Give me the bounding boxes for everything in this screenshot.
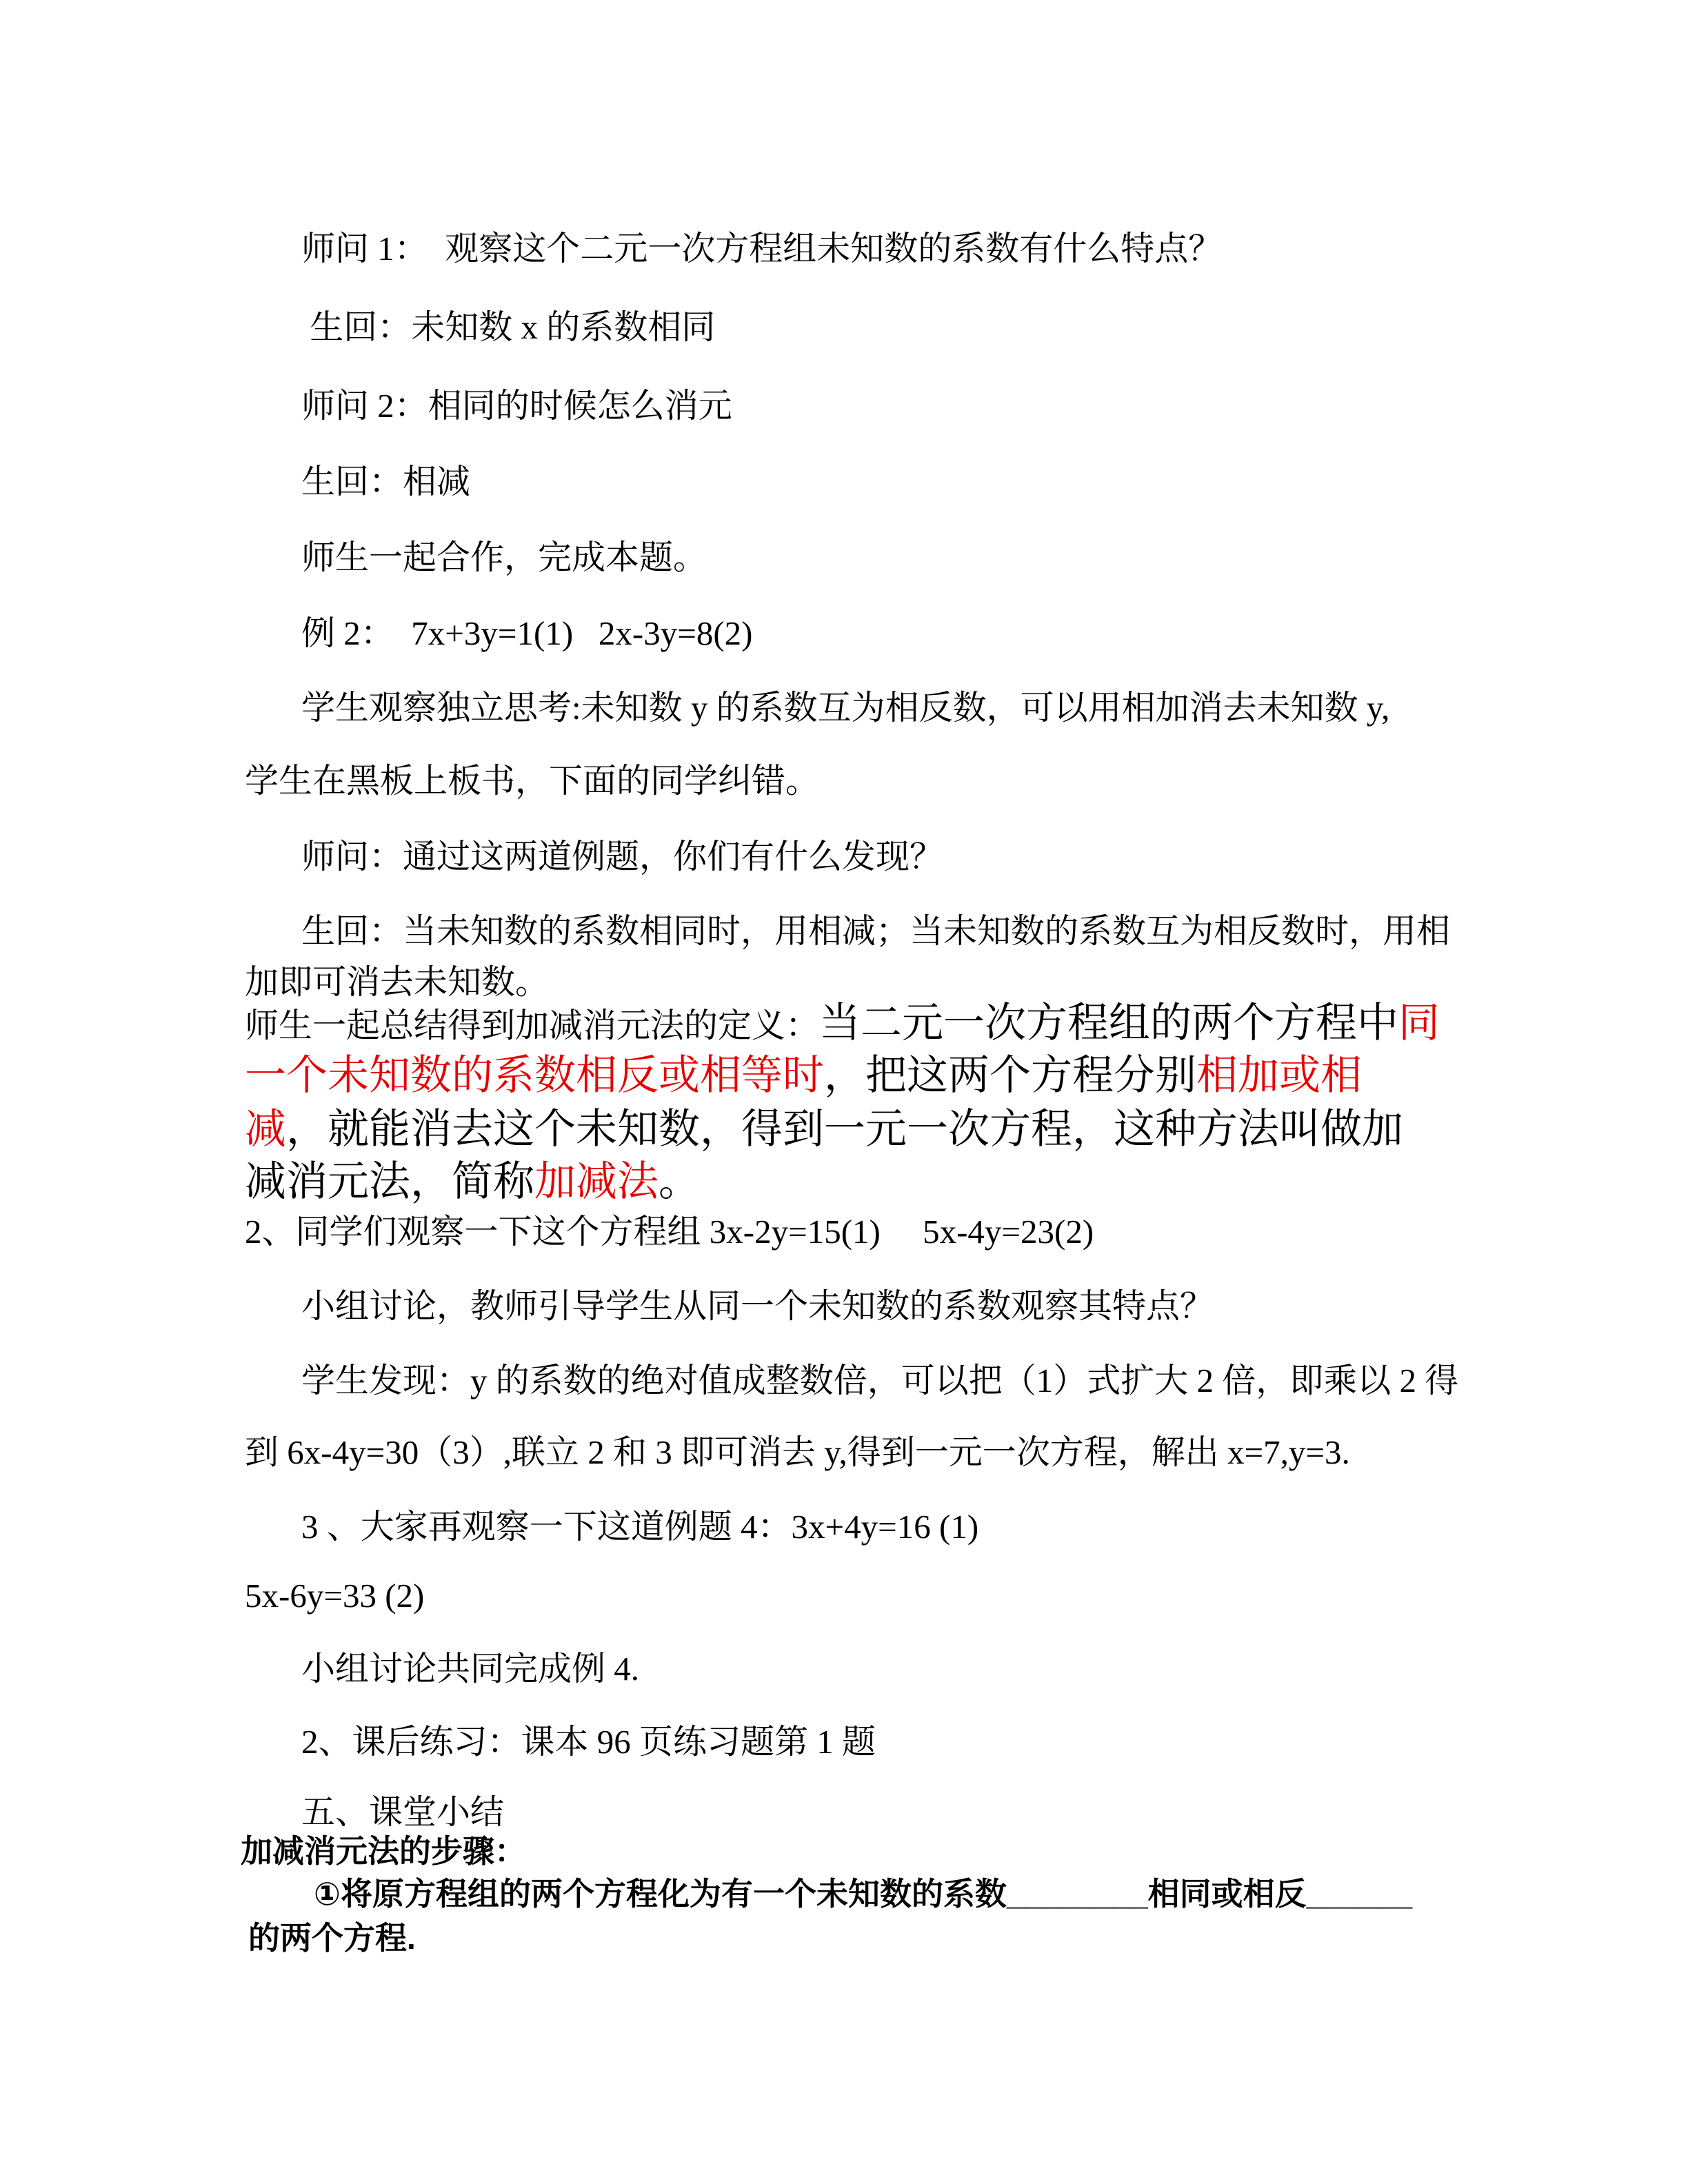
student-answer-1: 生回：未知数 x 的系数相同	[301, 308, 716, 346]
example-2-equations: 例 2： 7x+3y=1(1) 2x-3y=8(2)	[301, 614, 753, 652]
definition-l3-black: ，就能消去这个未知数，得到一元一次方程，这种方法叫做加	[286, 1106, 1403, 1152]
definition-l2-red: 一个未知数的系数相反或相等时	[245, 1053, 824, 1098]
definition-l1-red: 同	[1398, 1000, 1440, 1046]
definition-line-1	[245, 1001, 1440, 1046]
student-board: 学生在黑板上板书，下面的同学纠错。	[245, 762, 820, 800]
example4-eq2: 5x-6y=33 (2)	[245, 1577, 425, 1615]
teacher-question-3: 师问：通过这两道例题，你们有什么发现？	[301, 838, 944, 876]
definition-line-4	[245, 1160, 700, 1204]
definition-line-3	[245, 1107, 1403, 1152]
teacher-question-2: 师问 2：相同的时候怎么消元	[301, 387, 732, 425]
definition-l4-red: 加减法	[534, 1159, 659, 1204]
student-observe: 学生观察独立思考:未知数 y 的系数互为相反数，可以用相加消去未知数 y,	[301, 689, 1390, 727]
definition-intro: 师生一起总结得到加减消元法的定义：	[245, 1007, 820, 1044]
group-discussion: 小组讨论，教师引导学生从同一个未知数的系数观察其特点？	[301, 1287, 1214, 1325]
item-3-example4: 3 、大家再观察一下这道例题 4：3x+4y=16 (1)	[301, 1508, 979, 1546]
definition-l4-black: 减消元法，简称	[245, 1159, 534, 1204]
definition-l3-red: 减	[245, 1106, 286, 1152]
definition-l2-black: ，把这两个方程分别	[824, 1053, 1196, 1098]
teacher-question-1: 师问 1： 观察这个二元一次方程组未知数的系数有什么特点？	[301, 230, 1223, 267]
student-finding-line1: 学生发现：y 的系数的绝对值成整数倍，可以把（1）式扩大 2 倍，即乘以 2 得	[301, 1362, 1459, 1399]
steps-title: 加减消元法的步骤：	[241, 1833, 526, 1869]
homework: 2、课后练习：课本 96 页练习题第 1 题	[301, 1723, 876, 1761]
definition-l1-black: 当二元一次方程组的两个方程中	[819, 1000, 1399, 1046]
item-2-equations: 2、同学们观察一下这个方程组 3x-2y=15(1) 5x-4y=23(2)	[245, 1213, 1094, 1251]
definition-l4-black2: 。	[659, 1159, 700, 1204]
step-1-line1: ①将原方程组的两个方程化为有一个未知数的系数________相同或相反______	[314, 1876, 1413, 1912]
definition-l2-red2: 相加或相	[1196, 1053, 1362, 1098]
definition-line-2	[245, 1053, 1362, 1098]
student-answer-3-line2: 加即可消去未知数。	[245, 963, 550, 1001]
student-answer-2: 生回：相减	[301, 463, 471, 501]
section-5-title: 五、课堂小结	[301, 1793, 505, 1831]
group-discussion-2: 小组讨论共同完成例 4.	[301, 1650, 640, 1688]
student-answer-3-line1: 生回：当未知数的系数相同时，用相减；当未知数的系数互为相反数时，用相	[301, 912, 1451, 950]
student-finding-line2: 到 6x-4y=30（3）,联立 2 和 3 即可消去 y,得到一元一次方程，解出 x=7,y=3.	[245, 1433, 1350, 1471]
step-1-line2: 的两个方程.	[248, 1920, 416, 1956]
teacher-student-coop: 师生一起合作，完成本题。	[301, 538, 707, 576]
